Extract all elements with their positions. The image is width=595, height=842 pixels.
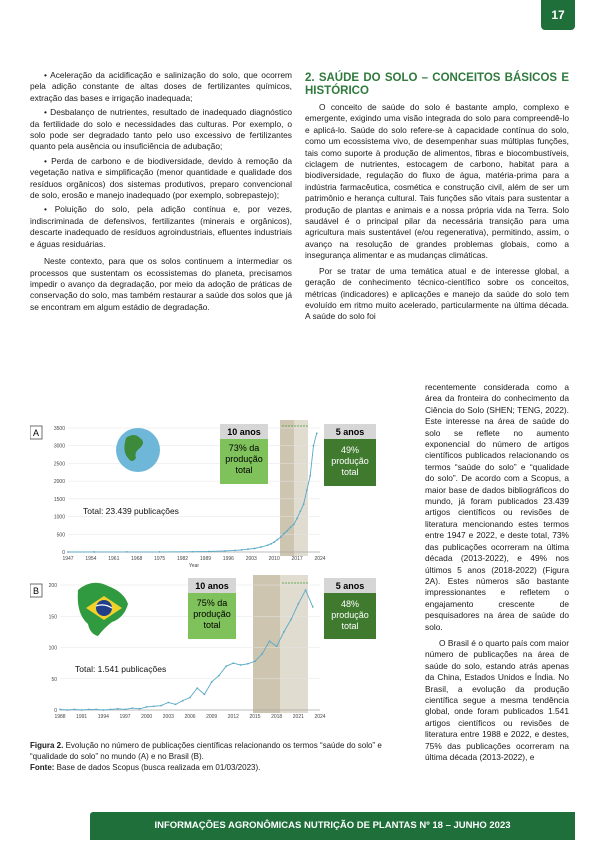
chart-a-point	[159, 551, 161, 553]
chart-b-x-tick: 1988	[54, 714, 66, 720]
chart-a-y-tick: 3000	[53, 443, 65, 450]
chart-a-point	[277, 539, 279, 541]
chart-b-y-tick: 100	[48, 645, 57, 652]
paragraph-1: O conceito de saúde do solo é bastante amplo, complexo e emergente, exigindo uma visão integrada do solo para compreendê-lo e aplicá-lo. Saúde do solo refere-se à capacidade contínua do solo, como um ecossistema vivo, de desempenhar suas múltiplas funções, tais como suporte à produção de alimentos, fibras e biocombustíveis, ciclagem de nutrientes, estocagem de carbono, habitat para a biodiversidade, regulação do fluxo de água, matéria-prima para a indústria farmacêutica, cosmética e construção civil, além de ser um patrimônio e herança cultural. Tais funções são vitais para sustentar a produção de plantas e animais e a nossa própria vida na Terra. Solo saudável é o principal pilar da necessária transição para uma agricultura mais sustentável (e/ou regenerativa), permitindo, assim, o avanço na resolução de grandes problemas globais, como a insegurança alimentar e as mudanças climáticas.	[305, 102, 569, 261]
chart-a-point	[296, 517, 298, 519]
chart-b-point	[117, 708, 119, 710]
chart-b-point	[204, 693, 206, 695]
chart-b-point	[124, 708, 126, 710]
chart-a-y-tick: 1000	[53, 514, 65, 521]
chart-b-x-tick: 2006	[184, 714, 196, 720]
chart-b-point	[297, 603, 299, 605]
chart-b-point	[102, 709, 104, 711]
chart-a-point	[126, 551, 128, 553]
chart-a-x-tick: 1947	[62, 556, 74, 562]
chart-b-total-label: Total: 1.541 publicações	[75, 664, 167, 674]
chart-b-y-tick: 200	[48, 583, 57, 589]
chart-a-point	[241, 549, 243, 551]
paragraph-3: O Brasil é o quarto país com maior número de publicações na área de saúde do solo, estando atrás apenas da China, Estados Unidos e Índia. No Brasil, a evolução da produção científica segue a mesma tendência global, onde foram publicados 1.541 artigos científicos ou revisões de literatura entre 1988 e 2022, e destes, 75% das publicações ocorreram na última década (2013-2022), e	[425, 637, 569, 762]
paragraph-2-cont: recentemente considerada como a área da fronteira do conhecimento da Ciência do Solo (SHEN; TENG, 2022). Este interesse na área de saúde do solo se reflete no aumento exponencial do número de artigos científicos publicados relacionando os termos “saúde do solo” e “qualidade do solo”. De acordo com a Scopus, a maior base de dados bibliográficos do mundo, já foram publicados 23.439 artigos científicos ou revisões de literatura mencionando estes termos entre 1947 e 2022, e deste total, 73% das publicações ocorreram na última década (2013-2022), e 49% nos últimos 5 anos (2018-2022) (Figura 2A). Estes números são bastante impressionantes e refletem o engajamento crescente de pesquisadores na área de saúde do solo.	[425, 382, 569, 632]
chart-a-point	[247, 548, 249, 550]
chart-b-point	[153, 705, 155, 707]
chart-a-y-tick: 0	[62, 550, 65, 556]
right-column	[305, 72, 569, 327]
chart-a-point	[306, 489, 308, 491]
chart-a-x-tick: 2024	[314, 556, 326, 562]
box-5yr-a-title: 5 anos	[335, 427, 365, 437]
figure-svg	[30, 420, 330, 730]
chart-a-point	[254, 548, 256, 550]
chart-a-x-tick: 1961	[108, 556, 120, 562]
chart-a-x-tick: 1989	[199, 556, 212, 562]
chart-b-point	[95, 708, 97, 710]
chart-b-point	[240, 664, 242, 666]
chart-a-point	[313, 445, 315, 447]
chart-b-point	[66, 709, 68, 711]
band-10yr-a	[294, 420, 308, 556]
chart-b-x-tick: 2015	[249, 714, 261, 720]
band-10yr-b	[253, 575, 280, 713]
chart-a-point	[309, 475, 311, 477]
chart-a-point	[316, 432, 318, 434]
chart-b-point	[74, 708, 76, 710]
brazil-flag-icon	[78, 583, 128, 636]
chart-b-point	[175, 703, 177, 705]
chart-b-point	[225, 665, 227, 667]
chart-b-point	[247, 663, 249, 665]
chart-a-y-tick: 1500	[53, 496, 65, 503]
chart-a-y-tick: 500	[56, 532, 65, 539]
chart-a-y-tick: 2000	[53, 479, 65, 486]
caption-text: Evolução no número de publicações científicas relacionando os termos “saúde do solo” e “qualidade do solo” no mundo (A) e no Brasil (B).	[30, 741, 382, 761]
chart-a-total-label: Total: 23.439 publicações	[83, 506, 179, 516]
chart-a-point	[208, 551, 210, 553]
chart-b-x-tick: 1994	[97, 714, 109, 720]
chart-a-point	[270, 543, 272, 545]
chart-b-x-tick: 1991	[76, 714, 88, 720]
chart-a-point	[260, 546, 262, 548]
box-5yr-b-text: 48% produção total	[331, 599, 369, 631]
chart-b-x-tick: 2024	[314, 714, 326, 720]
chart-a-x-tick: 1982	[176, 556, 189, 562]
bullet-2: • Desbalanço de nutrientes, resultado de inadequado diagnóstico da fertilidade do solo e necessidades das culturas. Por exemplo, o solo pode ser degradado tanto pelo uso excessivo de fertilizantes quanto pela ausência ou insuficiência de adubação;	[30, 107, 292, 152]
chart-a-x-tick: 1996	[222, 556, 234, 562]
closing-paragraph: Neste contexto, para que os solos continuem a intermediar os processos que sustentam os ecossistemas do planeta, precisamos impedir o avanço da degradação, por meio da adoção de práticas de conservação do solo, mas também restaurar a saúde dos solos que já se encontram em algum estádio de degradação.	[30, 256, 292, 312]
box-5yr-b-title: 5 anos	[335, 581, 365, 591]
chart-b-x-tick: 2018	[271, 714, 283, 720]
chart-b-point	[218, 675, 220, 677]
chart-b-point	[167, 702, 169, 704]
chart-b-point	[305, 589, 307, 591]
chart-a-point	[67, 551, 69, 553]
chart-b-point	[290, 618, 292, 620]
panel-a	[30, 420, 326, 569]
caption-label: Figura 2.	[30, 741, 64, 750]
chart-b-point	[276, 645, 278, 647]
footer-banner: INFORMAÇÕES AGRONÔMICAS NUTRIÇÃO DE PLANTAS Nº 18 – JUNHO 2023	[90, 812, 575, 840]
box-5yr-a-text: 49% produção total	[331, 445, 369, 477]
chart-a-x-tick: 2003	[245, 556, 257, 562]
chart-b-point	[146, 706, 148, 708]
figure-caption	[30, 740, 410, 773]
chart-a-point	[267, 544, 269, 546]
chart-b-point	[182, 700, 184, 702]
chart-b-x-tick: 2000	[141, 714, 153, 720]
chart-a-point	[191, 551, 193, 553]
chart-b-y-tick: 0	[54, 708, 57, 714]
chart-a-point	[234, 550, 236, 552]
box-10yr-b-title: 10 anos	[195, 581, 229, 591]
paragraph-2-start: Por se tratar de uma temática atual e de interesse global, a geração de conhecimento técnico-científico sobre os conceitos, métricas (indicadores) e aplicações e manejo da saúde do solo tem evoluído em ritmo muito acelerado, particularmente na última década. A saúde do solo foi	[305, 265, 569, 322]
chart-a-axis-title: Year	[188, 563, 200, 569]
panel-b-label: B	[32, 586, 40, 596]
chart-b-point	[139, 708, 141, 710]
chart-b-point	[254, 660, 256, 662]
chart-b-x-tick: 2003	[162, 714, 174, 720]
box-10yr-b-text: 75% da produção total	[193, 598, 231, 630]
bullet-1: • Aceleração da acidificação e salinização do solo, que ocorrem pela adição constante de altas doses de fertilizantes químicos, extração das bases e irrigação inadequada;	[30, 70, 292, 103]
chart-a-point	[93, 551, 95, 553]
box-10yr-a-title: 10 anos	[227, 427, 261, 437]
chart-b-x-tick: 1997	[119, 714, 131, 720]
chart-a-x-tick: 2010	[268, 556, 280, 562]
chart-a-y-tick: 3500	[53, 426, 65, 432]
chart-b-point	[88, 708, 90, 710]
panel-a-label: A	[32, 428, 40, 438]
five-year-boxes	[320, 422, 386, 662]
chart-b-point	[211, 681, 213, 683]
chart-b-point	[131, 707, 133, 709]
chart-b-y-tick: 150	[48, 614, 57, 621]
chart-b-point	[189, 697, 191, 699]
chart-a-y-tick: 2500	[53, 461, 65, 468]
bullet-3: • Perda de carbono e de biodiversidade, devido à remoção da vegetação nativa e simplificação (menor quantidade e qualidade dos resíduos orgânicos) dos sistemas produtivos, preparo convencional de solo, erosão e manejo inadequado (por exemplo, sobrepastejo);	[30, 155, 292, 201]
globe-icon	[116, 428, 160, 472]
bullet-4: • Poluição do solo, pela adição contínua e, por vezes, indiscriminada de defensivos, fertilizantes (minerais e orgânicos), descarte inadequado de resíduos agroindustriais, efluentes industriais e águas residuárias.	[30, 204, 292, 249]
chart-a-point	[303, 503, 305, 505]
chart-b-point	[312, 606, 314, 608]
right-narrow-column	[425, 382, 569, 766]
section-heading: 2. SAÚDE DO SOLO – CONCEITOS BÁSICOS E HISTÓRICO	[305, 72, 569, 97]
chart-a-point	[280, 536, 282, 538]
chart-a-x-tick: 1954	[85, 556, 97, 562]
chart-b-point	[283, 631, 285, 633]
chart-b-point	[232, 662, 234, 664]
chart-a-point	[273, 541, 275, 543]
chart-a-x-tick: 2017	[291, 556, 303, 562]
box-10yr-a-text: 73% da produção total	[225, 443, 263, 475]
source-label: Fonte:	[30, 763, 55, 772]
chart-a-x-tick: 1968	[131, 556, 143, 562]
chart-b-x-tick: 2012	[227, 714, 239, 720]
source-text: Base de dados Scopus (busca realizada em 01/03/2023).	[56, 763, 261, 772]
chart-b-point	[261, 653, 263, 655]
band-5yr-b	[280, 575, 308, 713]
left-column	[30, 70, 292, 316]
chart-b-x-tick: 2009	[206, 714, 218, 720]
chart-b-point	[59, 708, 61, 710]
figure-2	[30, 420, 330, 730]
panel-b	[30, 575, 326, 720]
chart-a-point	[283, 533, 285, 535]
chart-a-x-tick: 1975	[154, 556, 166, 562]
chart-b-point	[196, 687, 198, 689]
chart-b-point	[160, 705, 162, 707]
chart-a-point	[286, 530, 288, 532]
chart-a-point	[290, 526, 292, 528]
chart-a-point	[224, 550, 226, 552]
chart-a-point	[293, 523, 295, 525]
chart-b-x-tick: 2021	[292, 714, 304, 720]
chart-b-point	[269, 640, 271, 642]
page-number: 17	[541, 0, 575, 30]
chart-b-point	[110, 708, 112, 710]
chart-b-y-tick: 50	[51, 676, 57, 683]
chart-a-point	[299, 510, 301, 512]
chart-b-point	[81, 709, 83, 711]
